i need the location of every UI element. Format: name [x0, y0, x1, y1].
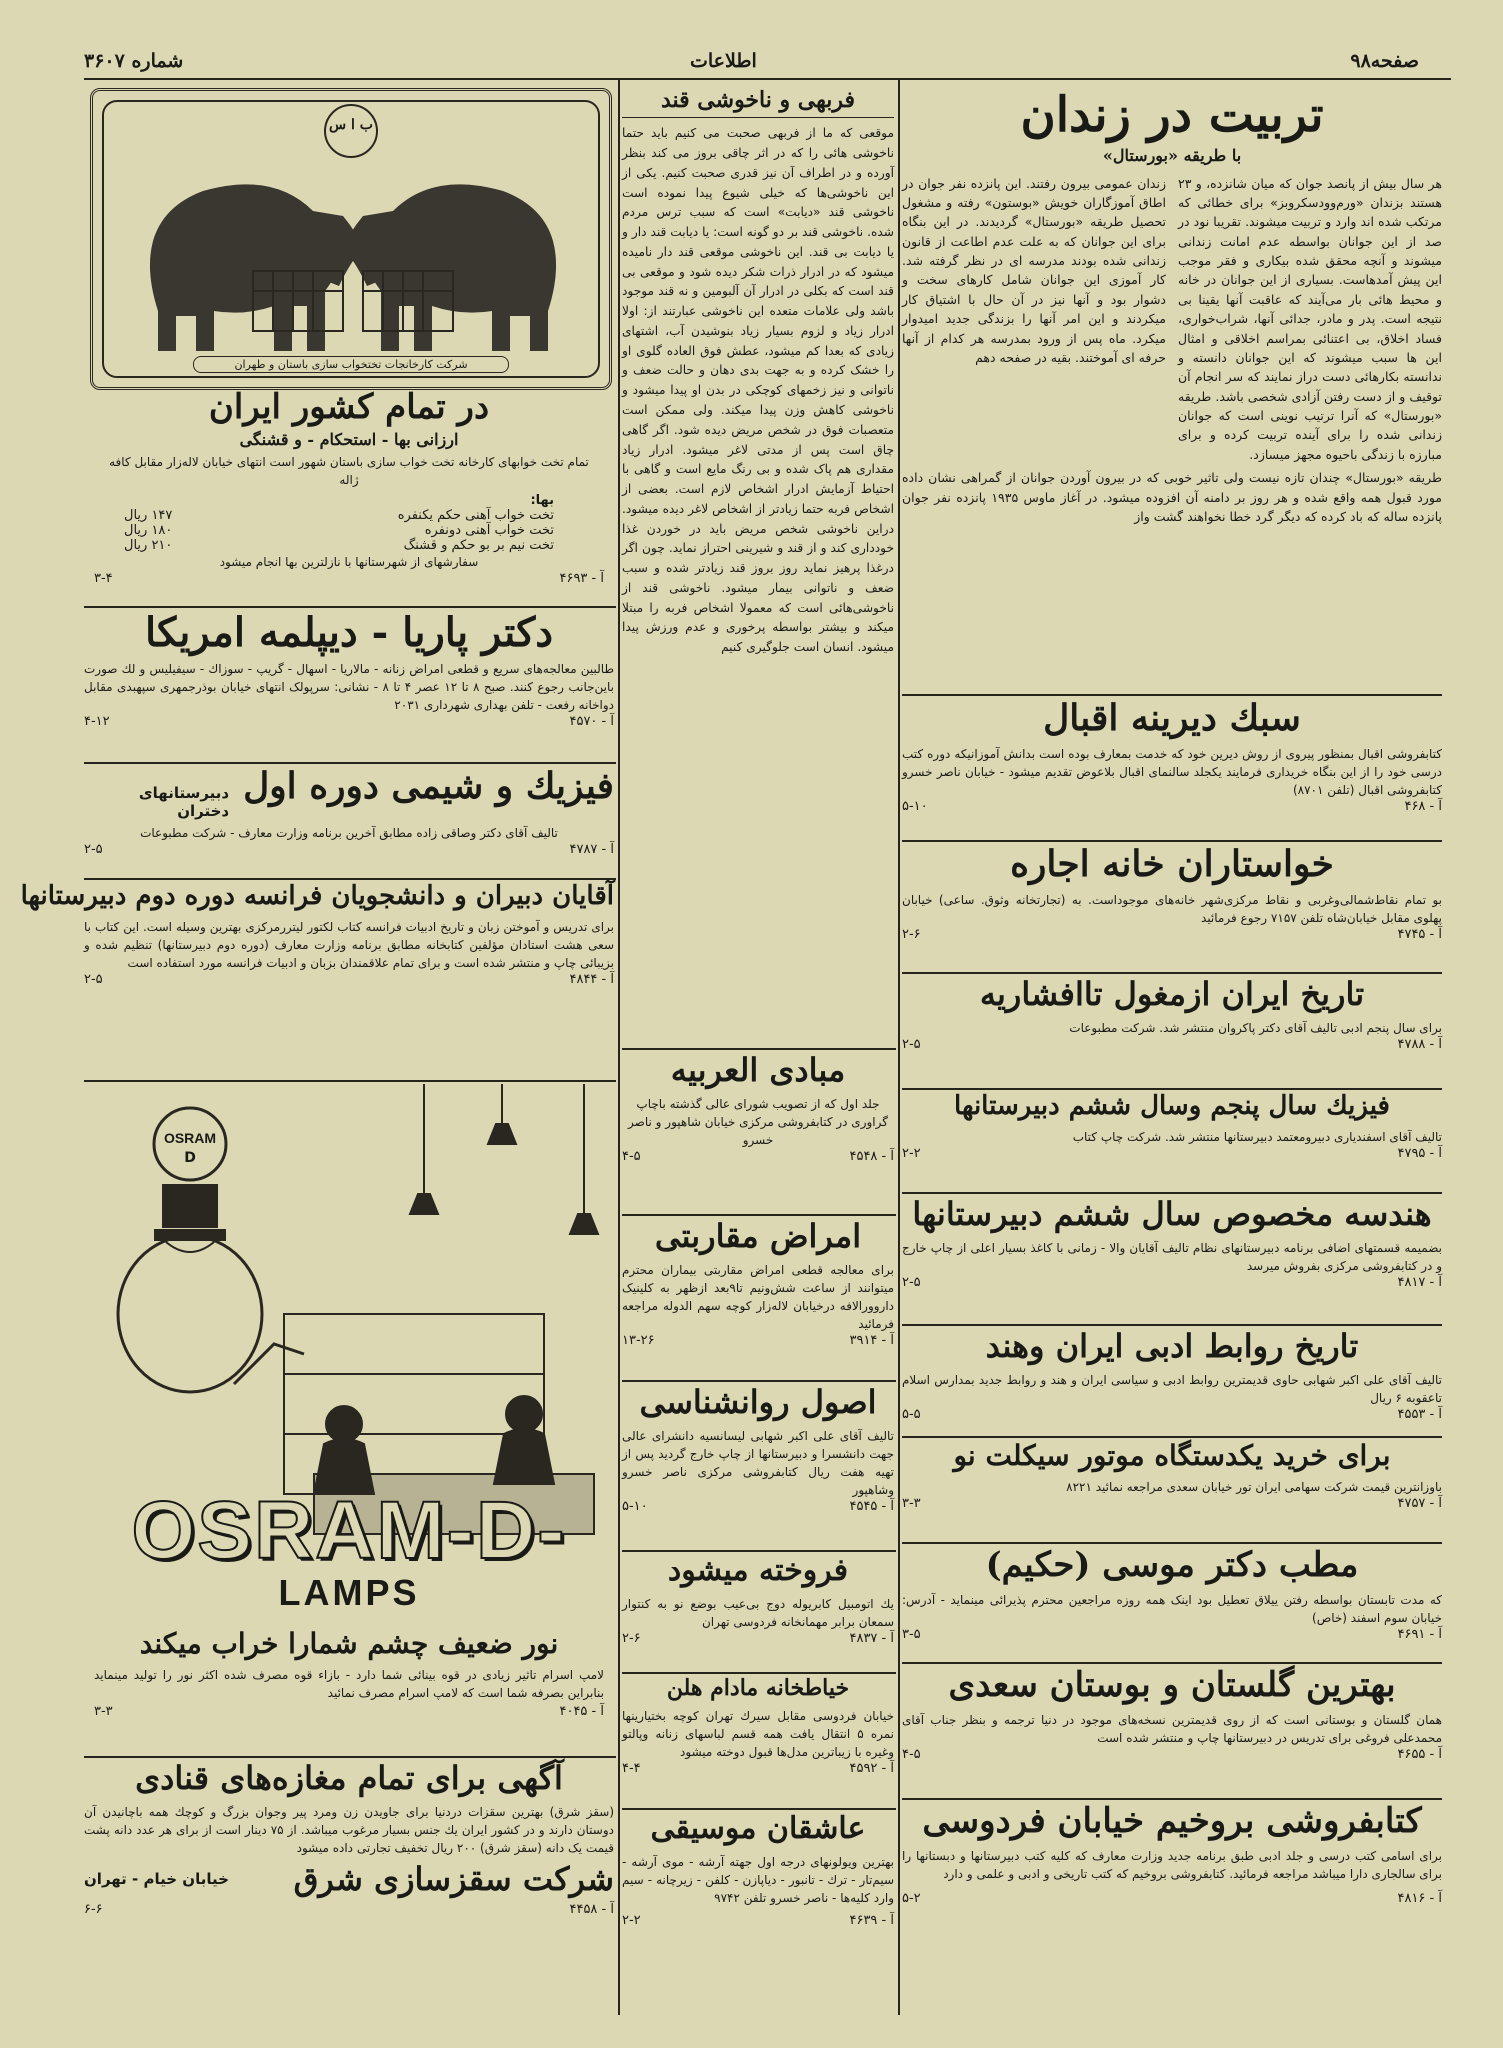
ad-title: مطب دکتر موسی (حکیم): [985, 1545, 1359, 1585]
ad-title: بهترین گلستان و بوستان سعدی: [948, 1665, 1396, 1705]
ad-num: ۳-۳: [902, 1496, 921, 1512]
ad-title: تاریخ ایران ازمغول تاافشاریه: [979, 975, 1365, 1013]
ad-num: ۴-۵: [902, 1747, 921, 1763]
ad-text: بهترین ویولونهای درجه اول جهته آرشه - موی آرشه - سیم‌تار - ترك - تانبور - دیاپازن - کلفن - زیرچانه - سیم وارد کلیه‌ها - ناصر خسرو تلفن ۹۷۴۲: [622, 1854, 894, 1905]
ad-text: برای سال پنجم ادبی تالیف آقای دکتر پاکروان منتشر شد. شرکت مطبوعات: [1069, 1020, 1442, 1035]
ad-text: برای معالجه قطعی امراض مقاربتی بیماران محترم میتوانند از ساعت شش‌ونیم تا۹بعد ازظهر به کلینیک داروورالافه درخیابان لاله‌زار کوچه سهم الدوله مراجعه فرمائید: [622, 1262, 894, 1331]
ad-text: خیابان فردوسی مقابل سیرك تهران کوچه بختیارینها نمره ۵ انتقال یافت همه قسم لباسهای زنانه وپالتو وغیره با زیباترین مدل‌ها قبول دوخته میشود: [622, 1709, 895, 1760]
article-body: موقعی که ما از فربهی صحبت می کنیم باید حتما ناخوشی هائی را که در اثر چاقی بروز می کند بنظر آورده و در اطراف آن نیز قدری صحبت کنیم. یکی از این ناخوشی‌ها که خیلی شیوع پیدا نموده است ناخوشی قند «دیابت» است که سبب ترس مردم شده. ناخوشی قند بر دو گونه است: یا دیابت قند دار و یا دیابت بی قند. این ناخوشی موقعی قند دار نامیده میشود که در ادرار ذرات شکر دیده شود و موقعی بی قند است که بکلی در ادرار آن آلبومین و نه قند موجود باشد ولی علامات متعده این ناخوشی عبارتند از: اولا ادرار زیاد و لزوم بسیار زیاد بنوشیدن آب، اشتهای زیادی که بعدا کم میشود، عطش فوق العاده گلوی او را خشک کرده و به جهت بدی دهان و حالت ضعف و ناتوانی و نیز زخمهای کوچکی در بدن او پیدا میشود و ناخوشی کاهش وزن پیدا میکند. ولی ممکن است متعصبات فوق در شخص مریض دیده شود. اگر گاهی چاق است پس از مدتی لاغر میشود. ادرار زیاد مقداری هم پاک شده و بی رنگ مایع است و گاهی با احتیاط آزمایش ادرار اشخاص لازم است. بعضی از اشخاص فربه حتما زیادتر از اشخاص لاغر دیده میشود. دراین ناخوشی شخص مریض باید در خوردن غذا خودداری کند و از قند و شیرینی احتراز نماید. چون اگر درغذا پرهیز نماید روز بروز قند زیادتر شده و سبب ضعف و ناتوانی بیمار میشود. ناخوشی قند از ناخوشی‌هائی است که معمولا اشخاص فربه را مبتلا میکند و بیشتر بواسطه پرخوری و عدم ورزش پیدا میشود. انسان است جلوگیری کنیم: [622, 126, 894, 655]
beds-title: در تمام کشور ایران: [208, 387, 490, 427]
osram-headline: OSRAM-D-: [131, 1485, 567, 1576]
ad-title: مبادی العربیه: [670, 1051, 846, 1089]
article-body-right: هر سال بیش از پانصد جوان که میان شانزده، و ۲۳ هستند بزندان «ورم‌وودسکروبز» برای خطائی که مرتکب شده اند وارد و تربیت میشوند. تقریبا نود در صد از این جوانان بواسطه عدم امانت زندانی میشوند و آنچه محقق شده بیکاری و فقر موجب این پیش آمدهاست. بسیاری از این جوانان در خانه و محیط هائی بار می‌آیند که عاقبت آنها یقینا بی نتیجه است. پدر و مادر، جدائی آنها، شراب‌خواری، فساد اخلاق، بی اعتنائی بمراسم اخلاقی و امثال این ها سبب میشوند که این جوانان دانسته و ندانسته بکارهائی دست دراز نمایند که سر انجام آن توقیف و از دست رفتن آزادی شخصی باشد. طریقه «بورستال» که آنرا ترتیب نوینی است که جوانان زندانی شده را برای آینده تربیت کرده و برای مبارزه با زندگی باحیوه مجهز میسازد.: [1178, 175, 1442, 462]
ad-title: هندسه مخصوص سال ششم دبیرستانها: [912, 1195, 1432, 1233]
ad-code: آ - ۴۷۴۵: [1397, 927, 1442, 943]
ceiling-lamp-icon: [410, 1084, 598, 1234]
osram-title: نور ضعیف چشم شمارا خراب میکند: [139, 1627, 559, 1660]
ad-text: که مدت تابستان بواسطه رفتن ییلاق تعطیل بود اینک همه روزه مراجعین محترم پذیرائی مینماید - آدرس: خیابان سوم اسفند (خاص): [902, 1593, 1442, 1626]
ad-num: ۳-۳: [94, 1704, 113, 1720]
ad-code: آ - ۴۶۳۹: [849, 1912, 894, 1928]
ad-text: تالیف آقای دکتر وصاقی زاده مطابق آخرین برنامه وزارت معارف - شرکت مطبوعات: [140, 826, 558, 840]
ad-title: کتابفروشی بروخیم خیابان فردوسی: [922, 1801, 1422, 1841]
ad-text: جلد اول که از تصویب شورای عالی گذشته باچاپ گراوری در کتابفروشی مرکزی خیابان شاهپور و ناصر خسرو: [628, 1096, 888, 1147]
ad-arabic: [622, 1052, 894, 1212]
price-label: بها:: [530, 493, 554, 509]
article-title: فربهی و ناخوشی قند: [622, 88, 894, 118]
ad-code: آ - ۴۷۸۸: [1397, 1036, 1442, 1052]
ad-text: برای اسامی کتب درسی و جلد ادبی طبق برنامه جدید وزارت معارف که کلیه کتب دبیرستانها و دبستانها را برای سالجاری دارا میباشد مراجعه فرمائید. کتابفروشی بروخیم که کتب تاریخی و ادبی و علمی و دارد: [902, 1849, 1442, 1882]
page-number: صفحه۹۸: [1350, 50, 1419, 72]
ad-candy: [84, 1760, 614, 2012]
ad-num: ۴-۴: [622, 1761, 641, 1777]
brand-logo: ب ا س: [329, 117, 373, 133]
ad-title: آگهی برای تمام مغازه‌های قنادی: [135, 1759, 563, 1797]
ad-venereal: [622, 1218, 894, 1378]
ad-title: خواستاران خانه اجاره: [1010, 843, 1334, 885]
ad-geometry: [902, 1196, 1442, 1322]
ad-num: ۲-۲: [902, 1145, 921, 1161]
ad-code: آ - ۴۸۴۴: [569, 971, 614, 987]
ad-history-iran: [902, 976, 1442, 1086]
beds-subtitle: ارزانی بها - استحکام - و قشنگی: [239, 430, 459, 450]
company-address: خیابان خیام - تهران: [84, 1870, 229, 1889]
ad-code: آ - ۴۸۱۷: [1397, 1274, 1442, 1290]
diabetes-article: [622, 84, 894, 1046]
ad-text: تالیف آقای علی اکبر شهابی لیسانسیه دانشرای عالی جهت دانشسرا و دبیرستانها از چاپ خارج گردید پس از تهیه هفت ریال کتابفروشی مرکزی ناصر خسرو وشاهپور: [622, 1428, 894, 1497]
ad-iran-india: [902, 1328, 1442, 1434]
lightbulb-icon: [118, 1184, 262, 1392]
ad-code: آ - ۴۰۴۵: [559, 1704, 604, 1720]
ad-code: آ - ۴۶۹۱: [1397, 1627, 1442, 1643]
ad-code: آ - ۴۷۵۷: [1397, 1496, 1442, 1512]
article-title: تربیت در زندان: [1020, 87, 1324, 143]
beds-banner: شرکت کارخانجات تختخواب سازی باستان و طهران: [193, 356, 509, 373]
ad-code: آ - ۴۵۵۳: [1397, 1406, 1442, 1422]
ad-eghbal: [902, 698, 1442, 838]
ad-physics-chem: [84, 766, 614, 876]
ad-title: فروخته میشود: [667, 1553, 849, 1588]
ad-subtitle: دبیرستانهای دختران: [138, 784, 230, 820]
ad-motorcycle: [902, 1440, 1442, 1540]
ad-num: ۲-۵: [84, 842, 103, 857]
ad-doctor-paria: [84, 610, 614, 760]
ad-osram: [84, 1084, 614, 1754]
ad-code: آ - ۴۶۹۳: [559, 571, 604, 587]
ad-rent: [902, 844, 1442, 970]
ad-num: ۲-۲: [622, 1912, 641, 1928]
ad-num: ۲-۵: [902, 1274, 921, 1290]
ad-num: ۴-۵: [622, 1148, 641, 1164]
ad-beds: [84, 84, 614, 604]
ad-code: آ - ۴۷۸۷: [569, 842, 614, 857]
ad-text: برای تدریس و آموختن زبان و تاریخ ادبیات فرانسه کتاب لکتور لیتررمرکزی بهترین وسیله است. این کتاب با سعی هشت استادان مؤلفین کتابخانه مطابق برنامه وزارت معارف (دوره دوم دبیرستانها) تنظیم شده و بزیبائی چاپ و منتشر شده است و برای تمام علاقمندان بزبان و ادبیات فرانسه مورد استفاده است: [84, 919, 614, 970]
ad-num: ۶-۶: [84, 1901, 103, 1917]
price-row: تخت خواب آهنی دونفره ۱۸۰ ریال: [124, 523, 554, 539]
ad-text: باوزانترین قیمت شرکت سهامی ایران تور خیابان سعدی مراجعه نمائید ۸۲۲۱: [1066, 1480, 1442, 1495]
ad-code: آ - ۴۵۴۵: [849, 1498, 894, 1514]
ad-title: سبك دیرینه اقبال: [1043, 697, 1301, 739]
ad-num: ۴-۱۲: [84, 714, 110, 729]
ad-code: آ - ۴۶۵۵: [1397, 1747, 1442, 1763]
osram-lamps: LAMPS: [278, 1572, 420, 1613]
ad-text: همان گلستان و بوستانی است که از روی قدیمترین نسخه‌های موجود در دنیا ترجمه و بنظر جناب آقای محمدعلی فروغی برای تدریس در دبیرستانها چاپ و منتشر شده است: [902, 1713, 1442, 1746]
ad-num: ۲-۵: [84, 971, 103, 987]
article-subtitle: با طریقه «بورستال»: [1102, 146, 1242, 166]
ad-num: ۱۳-۲۶: [622, 1332, 655, 1348]
elephants-image: [93, 91, 609, 387]
ad-text: کتابفروشی اقبال بمنظور پیروی از روش دیرین خود که خدمت بمعارف بوده است بدانش آموزانیکه دوره کتب درسی خود را از این بنگاه خریداری فرمایند یکجلد سالنمای اقبال بلاعوض تقدیم میشود - خیابان ناصر خسرو کتابفروشی اقبال (تلفن ۸۷۰۱): [902, 747, 1442, 798]
ad-text: بو تمام نقاط‌شمالی‌وغربی و نقاط مرکزی‌شهر خانه‌های موجوداست. به (تجارتخانه وثوق. ساعی) خیابان پهلوی مقابل خیابان‌شاه تلفن ۷۱۵۷ رجوع فرمائید: [902, 893, 1442, 926]
ad-title: عاشقان موسیقی: [650, 1811, 866, 1846]
ad-text: تالیف آقای اسفندیاری دبیرومعتمد دبیرستانها منتشر شد. شرکت چاپ کتاب: [1072, 1129, 1442, 1144]
ad-code: آ - ۴۸۱۶: [1397, 1891, 1442, 1907]
osram-logo-letter: D: [184, 1150, 196, 1166]
ad-psychology: [622, 1384, 894, 1548]
ad-text: یك اتومبیل کابریوله دوج بی‌عیب بوضع نو به کنتوار سمعان برابر مهمانخانه فردوسی تهران: [622, 1596, 894, 1629]
ad-borokhim: [902, 1802, 1442, 2012]
ad-num: ۲-۶: [902, 927, 921, 943]
ad-code: آ - ۴۶۸: [1404, 799, 1442, 815]
ad-saadi: [902, 1666, 1442, 1796]
ad-text: بضمیمه قسمتهای اضافی برنامه دبیرستانهای نظام تالیف آقایان والا - زمانی با کاغذ بسیار اعلی از چاپ خارج و در کتابفروشی مرکزی بفروش میرسد: [902, 1240, 1442, 1273]
ad-for-sale: [622, 1554, 894, 1670]
ad-title: تاریخ روابط ادبی ایران وهند: [985, 1327, 1359, 1365]
ad-num: ۵-۱۰: [622, 1498, 648, 1514]
ad-music: [622, 1812, 894, 2012]
ad-title: برای خرید یکدستگاه موتور سیکلت نو: [953, 1439, 1391, 1472]
ad-code: آ - ۴۴۵۸: [569, 1901, 614, 1917]
ad-num: ۵-۱۰: [902, 799, 928, 815]
ad-num: ۲-۵: [902, 1036, 921, 1052]
ad-title: اصول روانشناسی: [639, 1383, 877, 1421]
ad-text: طالبین معالجه‌های سریع و قطعی امراض زنانه - مالاریا - اسهال - گریپ - سوزاك - سیفیلیس و لك صورت باین‌جانب رجوع کنند. صبح ۸ تا ۱۲ عصر ۴ تا ۸ - نشانی: سرپولک انتهای خیابان بوذرجمهری سپهبدی مقابل دواخانه رفعت - تلفن بهداری شهرداری ۲۰۳۱: [84, 662, 615, 712]
ad-french: [20, 881, 614, 1078]
ad-title: فیزیك سال پنجم وسال ششم دبیرستانها: [954, 1091, 1390, 1121]
newspaper-name: اطلاعات: [690, 50, 757, 72]
ad-code: آ - ۴۵۷۰: [569, 714, 614, 729]
article-body-bottom: طریقه «بورستال» چندان تازه نیست ولی تاثیر خوبی که در بیرون آوردن جوانان از گمراهی نشان داده مورد قبول همه واقع شده و هر روز بر دامنه آن افزوده میشود. در آغاز ماوس ۱۹۳۵ پانزده نفر جوان پانزده ساله که باد کرده که دیگر گرد خطا نخواهند گشت واز: [902, 470, 1442, 524]
price-row: تخت خواب آهنی حکم یکنفره ۱۴۷ ریال: [124, 508, 554, 524]
beds-illustration: [90, 88, 612, 390]
ad-title: فیزیك و شیمی دوره اول: [243, 765, 614, 807]
ad-num: ۳-۴: [94, 571, 113, 587]
ad-num: ۳-۵: [902, 1627, 921, 1643]
ad-doctor-moussa: [902, 1546, 1442, 1660]
ad-text: (سقز شرق) بهترین سقزات دردنیا برای جاویدن زن ومرد پیر وجوان بزرگ و کوچك همه باچانیدن آن دوستان دارند و در کشور ایران یك جنس بسیار مرغوب میباشد. از ۷۵ دینار است از برای هر عدد دانه پشت قیمت یک دانه (سقز شرق) ۲۰۰ ریال تخفیف تجارتی داده میشود: [84, 1804, 615, 1855]
company-name: شرکت سقزسازی شرق: [293, 1859, 614, 1898]
ad-code: آ - ۴۵۹۲: [849, 1761, 894, 1777]
issue-number: شماره ۳۶۰۷: [84, 50, 184, 72]
ad-code: آ - ۴۸۳۷: [849, 1630, 894, 1646]
price-row: تخت نیم بر بو حکم و قشنگ ۲۱۰ ریال: [124, 538, 554, 554]
ad-title: دکتر پاریا - دیپلمه امریکا: [144, 609, 554, 656]
ad-code: آ - ۴۵۴۸: [849, 1148, 894, 1164]
ad-code: آ - ۳۹۱۴: [849, 1332, 894, 1348]
prison-article: [902, 84, 1442, 696]
ad-num: ۵-۵: [902, 1406, 921, 1422]
article-body-left: زندان عمومی بیرون رفتند. این پانزده نفر جوان در اطاق آموزگاران خویش «بوستون» رفته و مشغول تحصیل طریقه «بورستال» گردیدند. در این بنگاه برای این جوانان که به علت عدم اطاعت از قانون زندانی شده بودند مدرسه ای در نظر گرفته شد. کار آموزی این جوانان شامل کارهای سخت و دشوار بود و آنها نیز در آن حال با اشتیاق کار میکردند و این امر آنها را بزندگی جدید امیدوار میکرد. ماه پس از ورود بمدرسه هر کدام از آنها حرفه ای آموختند. بقیه در صفحه دهم: [902, 175, 1166, 365]
ad-physics-5-6: [902, 1092, 1442, 1190]
ad-tailor: [622, 1676, 894, 1806]
ad-title: آقایان دبیران و دانشجویان فرانسه دوره دوم دبیرستانها: [20, 881, 614, 911]
ad-title: امراض مقاربتی: [654, 1217, 862, 1255]
ad-title: خیاطخانه مادام هلن: [666, 1675, 850, 1701]
osram-text: لامپ اسرام تاثیر زیادی در قوه بینائی شما دارد - بازاء قوه مصرف شده اکثر نور را تولید مینماید بنابراین بصرفه شما است که لامپ اسرام مصرف نمائید: [94, 1668, 604, 1701]
osram-brand: OSRAM: [163, 1130, 217, 1146]
ad-num: ۵-۲: [902, 1891, 921, 1907]
beds-note: سفارشهای از شهرستانها با نازلترین بها انجام میشود: [219, 555, 479, 570]
ad-code: آ - ۴۷۹۵: [1397, 1145, 1442, 1161]
ad-num: ۲-۶: [622, 1630, 641, 1646]
ad-text: تالیف آقای علی اکبر شهابی حاوی قدیمترین روابط ادبی و سیاسی ایران و هند و روابط جدید بمدارس اسلام تاعقوبه ۶ ریال: [902, 1372, 1442, 1405]
beds-text: تمام تخت خوابهای کارخانه تخت خواب سازی باستان شهور است انتهای خیابان لاله‌زار مقابل کافه ژاله: [109, 455, 589, 488]
